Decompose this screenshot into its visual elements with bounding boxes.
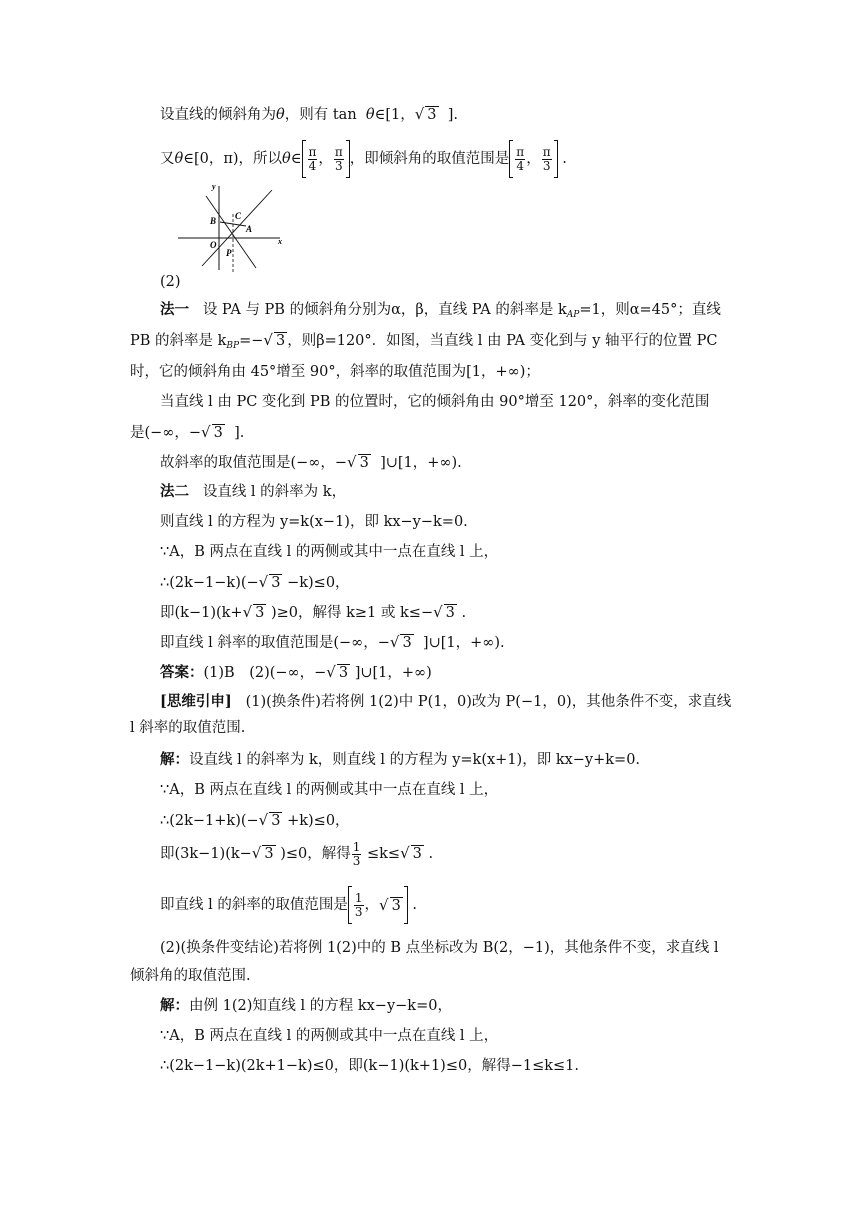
line-pa [202, 190, 272, 266]
fraction: $\frac{1}{3}$ [354, 890, 363, 919]
text: θ [365, 107, 375, 123]
text: ，则有 tan [284, 107, 357, 123]
point-b-label: B [210, 216, 217, 226]
text: ∈ [290, 151, 302, 167]
section-label: [思维引申] [160, 693, 232, 710]
interval-bracket: $\frac{\pi}{4}$ ， $\frac{\pi}{3}$ [509, 140, 557, 178]
text: θ [282, 151, 291, 167]
origin-label: O [210, 240, 217, 250]
solution-label: 解： [160, 751, 189, 768]
text: ∈[1， [374, 107, 415, 123]
point-p-label: P [226, 248, 232, 258]
interval-bracket: $\frac{\pi}{4}$ ， $\frac{\pi}{3}$ [302, 140, 350, 178]
coordinate-figure [176, 180, 288, 272]
point-c-label: C [235, 211, 242, 221]
x-label: x [278, 237, 282, 246]
text: θ [174, 151, 184, 167]
document-page: 设直线的倾斜角为θ，则有 tan θ∈[1，√ 3 ]. 又θ∈[0，π)，所以θ∈ $\frac{\pi}{4}$ ， $\frac{\pi}{3}$ ，即倾斜角的取值范围是 $\frac{\pi}{4}$ ， $\frac{\pi}{3}$ . y x B C A O P (2) 法一 设 PA 与 PB 的倾斜角分别为α，β，直线 PA 的斜率是 $k_{AP}=1$，则α=45°；直线 PB 的斜率是 $k_{BP}=-√$ 3 ，则β=120°．如图，当直线 l 由 PA 变化到与 y 轴平行的位置 PC 时，它的倾斜角由 45°增至 90°，斜率的取值范围为[1，+∞)； 当直线 l 由 PC 变化到 PB 的位置时，它的倾斜角由 90°增至 120°，斜率的变化范围 是(−∞，−√ 3 ]. 故斜率的取值范围是(−∞，−√ 3 ]∪[1，+∞). 法二 设直线 l 的斜率为 k， 则直线 l 的方程为 y=k(x−1)，即 kx−y−k=0. ∵A，B 两点在直线 l 的两侧或其中一点在直线 l 上， ∴(2k−1−k)(−√ 3 −k)≤0， 即(k−1)(k+√ 3 )≥0，解得 k≥1 或 k≤−√ 3 . 即直线 l 斜率的取值范围是(−∞，−√ 3 ]∪[1，+∞). 答案：(1)B (2)(−∞，−√ 3 ]∪[1，+∞) [思维引申] (1)(换条件)若将例 1(2)中 P(1，0)改为 P(−1，0)，其他条件不变，求直线 l 斜率的取值范围. 解：设直线 l 的斜率为 k，则直线 l 的方程为 y=k(x+1)，即 kx−y+k=0. ∵A，B 两点在直线 l 的两侧或其中一点在直线 l 上， ∴(2k−1+k)(−√ 3 +k)≤0， 即(3k−1)(k−√ 3 )≤0，解得 $\frac{1}{3}$ ≤k≤√ 3 . 即直线 l 的斜率的取值范围是 $\frac{1}{3}$ ， √ 3 . (2)(换条件变结论)若将例 1(2)中的 B 点坐标改为 B(2，−1)，其他条件不变，求直线 l 倾斜角的取值范围. 解：由例 1(2)知直线 l 的方程 kx−y−k=0， ∵A，B 两点在直线 l 的两侧或其中一点在直线 l 上， ∴(2k−1−k)(2k+1−k)≤0，即(k−1)(k+1)≤0，解得−1≤k≤1. [130, 105, 732, 1074]
text: ∈[0，π)，所以 [183, 151, 283, 167]
interval-bracket: $\frac{1}{3}$ ， √ 3 [348, 886, 408, 924]
fraction: $\frac{1}{3}$ [352, 839, 361, 868]
text: . [562, 151, 567, 167]
fraction: $\frac{\pi}{4}$ [516, 144, 525, 173]
point-a-label: A [246, 224, 253, 234]
method-label: 法二 [160, 483, 189, 500]
sqrt-value: 3 [427, 107, 437, 123]
y-label: y [212, 182, 216, 191]
text: 设直线的倾斜角为 [160, 107, 276, 123]
text: 又 [160, 151, 175, 167]
text: θ [276, 107, 285, 123]
fraction: $\frac{\pi}{3}$ [334, 144, 343, 173]
text: ]. [447, 107, 459, 123]
answer-label: 答案： [160, 664, 204, 681]
fraction: $\frac{\pi}{3}$ [542, 144, 551, 173]
solution-label: 解： [160, 997, 189, 1014]
method-label: 法一 [160, 301, 189, 318]
fraction: $\frac{\pi}{4}$ [308, 144, 317, 173]
text: ，即倾斜角的取值范围是 [349, 151, 510, 167]
